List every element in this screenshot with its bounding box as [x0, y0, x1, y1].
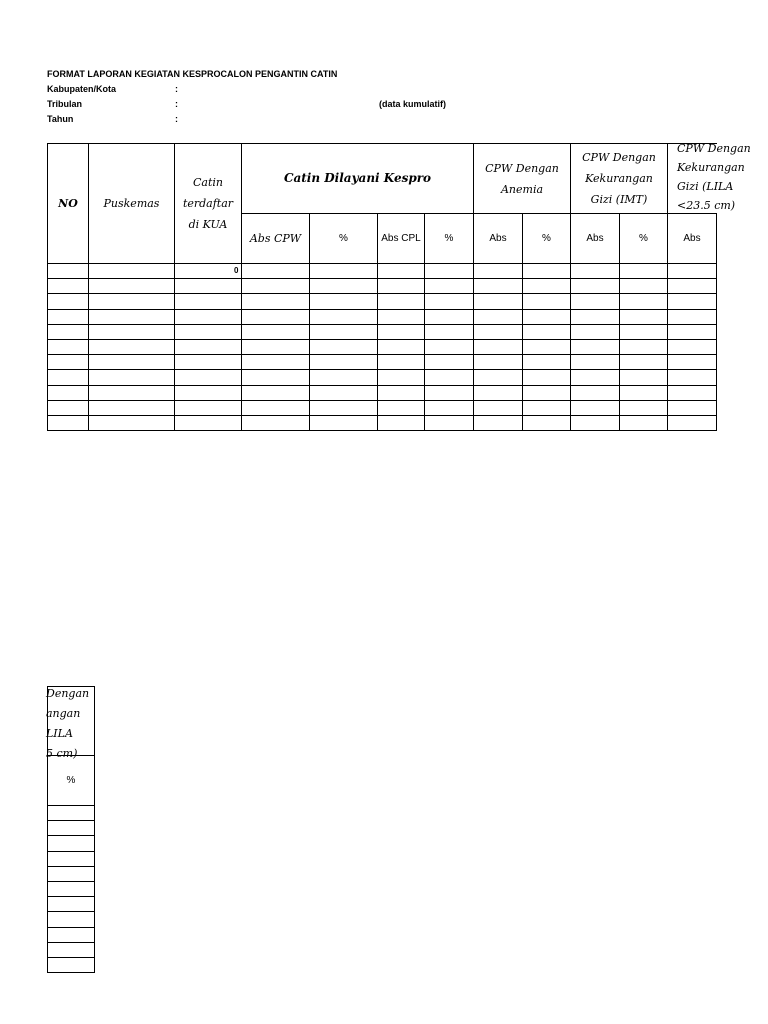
grid-row-line	[47, 263, 717, 264]
col-header-catin-terdaftar: Catin terdaftar di KUA	[174, 143, 242, 264]
group-header-kek-lila-clip	[667, 142, 751, 214]
continuation-row-line	[47, 896, 95, 897]
grid-col-line	[47, 263, 48, 431]
sub-header-abs-anemia: Abs	[473, 213, 523, 264]
sub-header-pct-anemia: %	[522, 213, 571, 264]
continuation-row-line	[47, 911, 95, 912]
sub-header-abs-cpw: Abs CPW	[241, 213, 310, 264]
field-sep-tahun: :	[175, 114, 178, 124]
grid-row-line	[47, 415, 717, 416]
first-row-catin-value: 0	[234, 266, 239, 275]
continuation-col-line	[94, 805, 95, 973]
continuation-pct-header: %	[47, 755, 95, 806]
grid-col-line	[716, 263, 717, 431]
continuation-col-line	[47, 805, 48, 973]
field-sep-kabupaten: :	[175, 84, 178, 94]
grid-row-line	[47, 400, 717, 401]
continuation-row-line	[47, 942, 95, 943]
group-header-kespro: Catin Dilayani Kespro	[241, 143, 474, 214]
grid-col-line	[377, 263, 378, 431]
group-header-kek-lila: CPW Dengan Kekurangan Gizi (LILA <23.5 cm)	[677, 142, 751, 212]
continuation-row-line	[47, 851, 95, 852]
grid-col-line	[174, 263, 175, 431]
continuation-row-line	[47, 805, 95, 806]
grid-col-line	[88, 263, 89, 431]
grid-row-line	[47, 278, 717, 279]
continuation-row-line	[47, 927, 95, 928]
grid-row-line	[47, 385, 717, 386]
continuation-line-1: Dengan	[46, 687, 90, 700]
field-label-tribulan: Tribulan	[47, 99, 83, 109]
continuation-row-line	[47, 881, 95, 882]
grid-row-line	[47, 369, 717, 370]
report-title: FORMAT LAPORAN KEGIATAN KESPROCALON PENGANTIN CATIN	[47, 69, 338, 79]
grid-row-line	[47, 309, 717, 310]
grid-col-line	[570, 263, 571, 431]
continuation-row-line	[47, 820, 95, 821]
sub-header-abs-imt: Abs	[570, 213, 620, 264]
field-label-kabupaten: Kabupaten/Kota	[47, 84, 117, 94]
group-header-kek-imt: CPW Dengan Kekurangan Gizi (IMT)	[570, 143, 668, 214]
grid-col-line	[241, 263, 242, 431]
continuation-line-4: 5 cm)	[46, 747, 78, 760]
continuation-line-2: angan	[46, 707, 81, 720]
sub-header-pct-cpl: %	[424, 213, 474, 264]
grid-col-line	[522, 263, 523, 431]
sub-header-abs-cpl: Abs CPL	[377, 213, 425, 264]
continuation-row-line	[47, 866, 95, 867]
grid-row-line	[47, 324, 717, 325]
grid-row-line	[47, 293, 717, 294]
col-header-puskesmas: Puskemas	[88, 143, 175, 264]
field-note-kumulatif: (data kumulatif)	[379, 99, 447, 109]
grid-col-line	[619, 263, 620, 431]
field-label-tahun: Tahun	[47, 114, 74, 124]
grid-col-line	[309, 263, 310, 431]
continuation-line-3: LILA	[46, 727, 73, 740]
sub-header-abs-lila: Abs	[667, 213, 717, 264]
continuation-row-line	[47, 835, 95, 836]
grid-row-line	[47, 430, 717, 431]
grid-col-line	[473, 263, 474, 431]
group-header-anemia: CPW Dengan Anemia	[473, 143, 571, 214]
continuation-row-line	[47, 957, 95, 958]
continuation-header-clip	[46, 686, 95, 760]
grid-col-line	[424, 263, 425, 431]
field-sep-tribulan: :	[175, 99, 178, 109]
col-header-no: NO	[47, 143, 89, 264]
sub-header-pct-imt: %	[619, 213, 668, 264]
grid-row-line	[47, 354, 717, 355]
sub-header-pct-cpw: %	[309, 213, 378, 264]
grid-col-line	[667, 263, 668, 431]
grid-row-line	[47, 339, 717, 340]
continuation-row-line	[47, 972, 95, 973]
